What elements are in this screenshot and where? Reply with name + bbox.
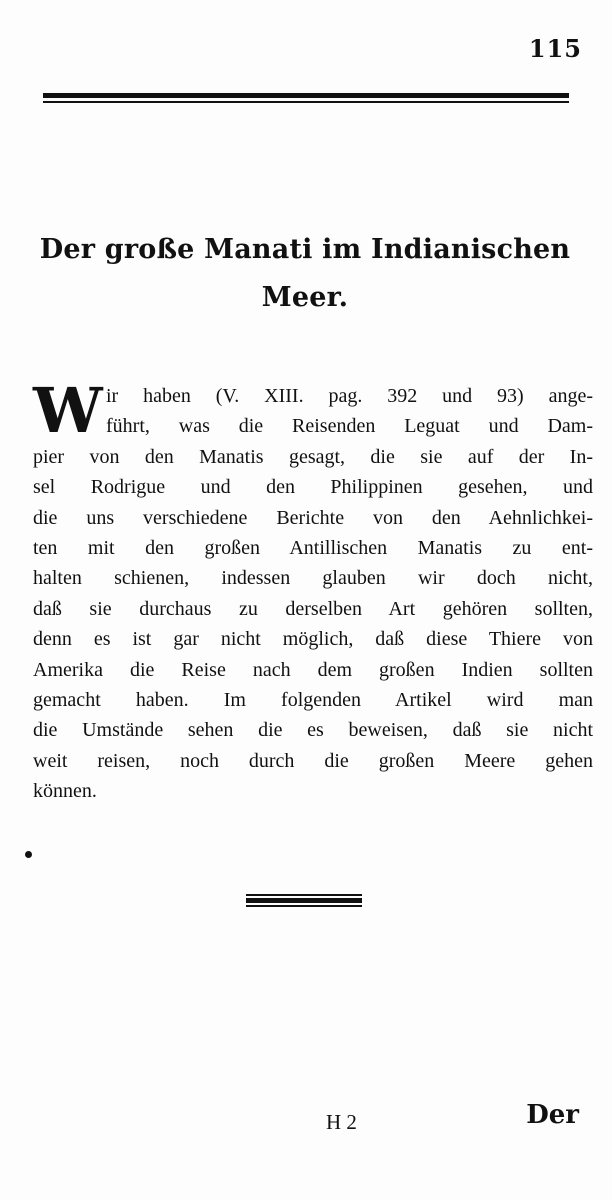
signature-mark: H 2 [326,1110,357,1134]
body-line-10: Amerika die Reise nach dem großen Indien sollten [33,658,593,681]
drop-cap: W [33,374,103,447]
ink-dot [25,851,32,858]
header-rule [43,93,569,105]
header-rule-thin [43,101,569,103]
chapter-title-line-1: Der große Manati im Indianischen [39,234,571,265]
body-line-5: die uns verschiedene Berichte von den Aehnlichkei- [33,506,593,529]
body-line-11: gemacht haben. Im folgenden Artikel wird man [33,689,593,712]
body-line-7: halten schienen, indessen glauben wir doch nicht, [33,567,593,590]
body-line-3: pier von den Manatis gesagt, die sie auf der In- [33,445,593,468]
closing-ornament-rule [246,894,362,908]
body-line-13: weit reisen, noch durch die großen Meere gehen [33,749,593,772]
closing-rule-top [246,894,362,896]
body-line-8: daß sie durchaus zu derselben Art gehören sollten, [33,597,593,620]
chapter-title-line-2: Meer. [261,282,349,313]
body-line-4: sel Rodrigue und den Philippinen gesehen, und [33,476,593,499]
body-paragraph [33,374,593,807]
closing-rule-middle [246,898,362,903]
body-line-9: denn es ist gar nicht möglich, daß diese Thiere von [33,628,593,651]
body-line-2: führt, was die Reisenden Leguat und Dam- [106,415,593,438]
body-line-1: ir haben (V. XIII. pag. 392 und 93) ange- [106,385,593,407]
closing-rule-bottom [246,905,362,907]
header-rule-thick [43,93,569,98]
chapter-title [30,226,580,322]
catchword: Der [526,1100,579,1130]
page-number: 115 [528,34,582,63]
body-line-14: können. [33,780,97,803]
body-line-6: ten mit den großen Antillischen Manatis zu ent- [33,537,593,560]
body-line-12: die Umstände sehen die es beweisen, daß sie nicht [33,719,593,742]
